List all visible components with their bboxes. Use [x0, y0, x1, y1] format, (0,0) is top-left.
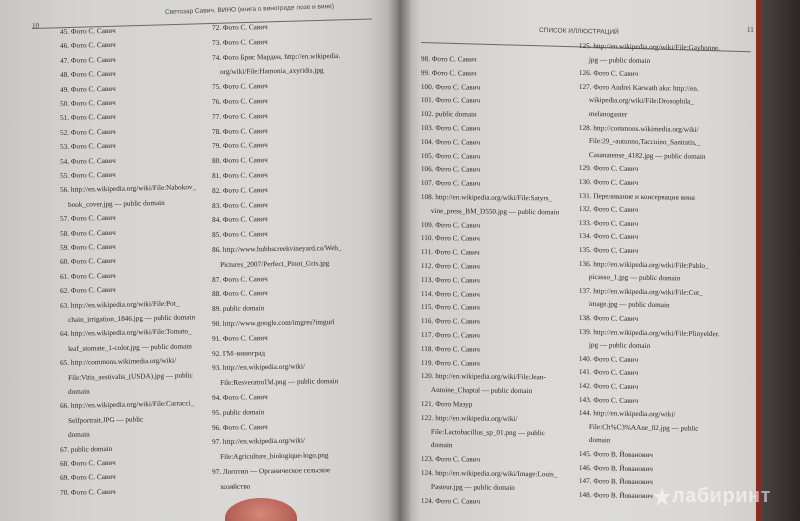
illustration-credit-line: 106. Фото С. Савич	[420, 165, 481, 175]
illustration-credit-line: 90. http://www.google.com/imgres?imgurl	[212, 318, 335, 328]
illustration-credit-line: 61. Фото С. Савич	[60, 271, 116, 281]
illustration-credit-line: 126. Фото С. Савич	[578, 69, 639, 79]
illustration-credit-line: 123. Фото С. Савич	[420, 455, 481, 464]
illustration-credit-line: 114. Фото С. Савич	[420, 289, 480, 299]
illustration-credit-line: 103. Фото С. Савич	[420, 124, 481, 133]
illustration-credit-line: wikipedia.org/wiki/File:Drosophila_	[588, 96, 695, 107]
illustration-credit-line: 117. Фото С. Савич	[420, 331, 480, 340]
page-number-right: 11	[747, 26, 754, 34]
illustration-credit-line: 108. http://en.wikipedia.org/wiki/File:Satyrs_	[420, 193, 553, 203]
illustration-credit-line: 95. public domain	[212, 407, 265, 417]
illustration-credit-line: File:Ch%C3%AAne_02.jpg — public	[588, 422, 699, 433]
illustration-credit-line: 51. Фото С. Савич	[60, 113, 116, 123]
illustration-credit-line: Pasteur.jpg — public domain	[430, 482, 515, 492]
illustration-credit-line: 134. Фото С. Савич	[578, 232, 639, 242]
illustration-credit-line: 55. Фото С. Савич	[60, 170, 116, 180]
illustration-credit-line: 74. Фото Брис Марден, http://en.wikipedia.	[212, 51, 341, 62]
illustration-credit-line: 47. Фото С. Савич	[60, 55, 116, 65]
illustration-credit-line: 129. Фото С. Савич	[578, 164, 639, 174]
illustration-credit-line: 66. http://en.wikipedia.org/wiki/File:Carracci_	[60, 399, 195, 411]
illustration-credit-line: 91. Фото С. Савич	[212, 333, 268, 343]
illustration-credit-line: 80. Фото С. Савич	[212, 156, 268, 166]
illustration-credit-line: domain	[68, 387, 90, 396]
illustration-credit-line: 83. Фото С. Савич	[212, 200, 268, 210]
illustration-credit-line: хозяйство	[220, 482, 251, 491]
illustration-credit-line: 135. Фото С. Савич	[578, 246, 639, 255]
illustration-credit-line: 142. Фото С. Савич	[578, 382, 639, 391]
illustration-credit-line: 56. http://en.wikipedia.org/wiki/File:Nabokov_	[60, 183, 197, 195]
illustration-credit-line: 59. Фото С. Савич	[60, 242, 116, 252]
illustration-credit-line: 100. Фото С. Савич	[420, 82, 481, 92]
illustration-credit-line: vine_press_BM_D550.jpg — public domain	[430, 206, 560, 217]
illustration-credit-line: 72. Фото С. Савич	[212, 23, 268, 32]
illustration-credit-line: 96. Фото С. Савич	[212, 422, 268, 432]
illustration-credit-line: 105. Фото С. Савич	[420, 151, 481, 161]
illustration-credit-line: 124. Фото С. Савич	[420, 496, 481, 506]
illustration-credit-line: 62. Фото С. Савич	[60, 286, 116, 296]
illustration-credit-line: 63. http://en.wikipedia.org/wiki/File:Pot_	[60, 299, 180, 310]
illustration-credit-line: File:Vitis_aestivalis_(USDA).jpg — public	[68, 370, 193, 382]
illustration-credit-line: 99. Фото С. Савич	[420, 68, 477, 78]
illustration-credit-line: Pictures_2007/Perfect_Pinot_Gris.jpg	[220, 259, 330, 269]
illustration-credit-line: 115. Фото С. Савич	[420, 303, 480, 313]
illustration-credit-line: 132. Фото С. Савич	[578, 205, 639, 215]
illustration-credit-line: 54. Фото С. Савич	[60, 156, 116, 166]
illustration-credit-line: 102. public domain	[420, 110, 477, 119]
illustration-credit-line: 101. Фото С. Савич	[420, 96, 481, 106]
illustration-credit-line: 147. Фото В. Йованович	[578, 477, 653, 487]
illustration-credit-line: 58. Фото С. Савич	[60, 228, 116, 238]
illustration-credit-line: 141. Фото С. Савич	[578, 368, 639, 378]
illustration-credit-line: 121. Фото Мазур	[420, 400, 473, 409]
illustration-credit-line: domain	[430, 441, 453, 450]
illustration-credit-line: 119. Фото С. Савич	[420, 358, 480, 368]
illustration-credit-line: 78. Фото С. Савич	[212, 126, 268, 136]
illustration-credit-line: 144. http://en.wikipedia.org/wiki/	[578, 409, 676, 419]
illustration-credit-line: File:29_-autunno,Taccuino_Sanitatis,_	[588, 137, 701, 147]
illustration-credit-line: 122. http://en.wikipedia.org/wiki/	[420, 413, 518, 423]
illustration-credit-line: Casanatense_4182.jpg — public domain	[588, 150, 706, 161]
illustration-credit-line: 143. Фото С. Савич	[578, 395, 639, 405]
right-page	[399, 0, 761, 521]
illustration-credit-line: org/wiki/File:Hamonia_axyridis.jpg	[220, 66, 324, 77]
illustration-credit-line: 64. http://en.wikipedia.org/wiki/File:Tomato_	[60, 327, 192, 339]
illustration-credit-line: 94. Фото С. Савич	[212, 393, 268, 402]
illustration-credit-line: 104. Фото С. Савич	[420, 137, 481, 147]
page-number-left: 10	[32, 22, 39, 30]
illustration-credit-line: 131. Переливание и консервация вина	[578, 191, 695, 202]
illustration-credit-line: 148. Фото В. Йованович	[578, 490, 653, 500]
illustration-credit-line: 109. Фото С. Савич	[420, 220, 481, 230]
table-background	[761, 0, 800, 521]
illustration-credit-line: 84. Фото С. Савич	[212, 215, 268, 225]
illustration-credit-line: 128. http://commons.wikimedia.org/wiki/	[578, 123, 699, 134]
illustration-credit-line: 127. Фото Andrei Karwath aka: http://en.	[578, 82, 699, 93]
illustration-credit-line: File:Resveratrol3d.png — public domain	[220, 377, 339, 388]
illustration-credit-line: image.jpg — public domain	[588, 300, 670, 310]
illustration-credit-line: 98. Фото С. Савич	[420, 55, 477, 64]
illustration-credit-line: 125. http://en.wikipedia.org/wiki/File:Gayhonne.	[578, 42, 720, 53]
illustration-credit-line: 97. http://en.wikipedia.org/wiki/	[212, 436, 306, 447]
illustration-credit-line: 75. Фото С. Савич	[212, 82, 268, 92]
illustration-credit-line: 107. Фото С. Савич	[420, 179, 481, 188]
illustration-credit-line: 145. Фото В. Йованович	[578, 450, 653, 460]
illustration-credit-line: 112. Фото С. Савич	[420, 262, 480, 271]
illustration-credit-line: chain_irrigation_1846.jpg — public domain	[68, 313, 196, 324]
illustration-credit-line: File:Lactobacillus_sp_01.png — public	[430, 427, 545, 437]
book-spine-gutter	[388, 0, 412, 521]
illustration-credit-line: 113. Фото С. Савич	[420, 275, 480, 285]
illustration-credit-line: 48. Фото С. Савич	[60, 70, 116, 80]
illustration-credit-line: 89. public domain	[212, 304, 265, 314]
illustration-credit-line: 93. http://en.wikipedia.org/wiki/	[212, 362, 306, 373]
illustration-credit-line: picasso_1.jpg — public domain	[588, 273, 681, 283]
watermark-text: лабиринт	[672, 485, 771, 507]
illustration-credit-line: leaf_stomate_1-color.jpg — public domain	[68, 342, 192, 353]
illustration-credit-line: 77. Фото С. Савич	[212, 111, 268, 121]
illustration-credit-line: 45. Фото С. Савич	[60, 26, 116, 36]
illustration-credit-line: 50. Фото С. Савич	[60, 98, 116, 108]
illustration-credit-line: 68. Фото С. Савич	[60, 458, 116, 468]
illustration-credit-line: 67. public domain	[60, 444, 113, 454]
illustration-credit-line: 46. Фото С. Савич	[60, 41, 116, 51]
illustration-credit-line: domain	[588, 436, 611, 445]
illustration-credit-line: jpg — public domain	[588, 341, 651, 351]
illustration-credit-line: 124. http://en.wikipedia.org/wiki/Image:Louis_	[420, 469, 558, 479]
illustration-credit-line: 110. Фото С. Савич	[420, 234, 480, 244]
illustration-credit-line: 87. Фото С. Савич	[212, 274, 268, 284]
illustration-credit-line: 70. Фото С. Савич	[60, 487, 116, 497]
illustration-credit-line: 79. Фото С. Савич	[212, 141, 268, 151]
illustration-credit-line: 118. Фото С. Савич	[420, 344, 480, 354]
illustration-credit-line: melanogaster	[588, 110, 628, 119]
illustration-credit-line: 120. http://en.wikipedia.org/wiki/File:Jean-	[420, 372, 546, 382]
illustration-credit-line: 138. Фото С. Савич	[578, 314, 639, 323]
running-head-left: Светозар Савич. ВИНО (книга о винограде лозе и вине)	[164, 3, 335, 16]
illustration-credit-line: 49. Фото С. Савич	[60, 84, 116, 94]
illustration-credit-line: 133. Фото С. Савич	[578, 218, 639, 228]
illustration-credit-line: 136. http://en.wikipedia.org/wiki/File:Pablo_	[578, 259, 709, 270]
illustration-credit-line: 86. http://www.hubbscreekvineyard.ca/Web_	[212, 243, 342, 254]
illustration-credit-line: 82. Фото С. Савич	[212, 185, 268, 195]
labirint-logo-icon	[652, 486, 672, 508]
illustration-credit-line: Antoine_Chaptal — public domain	[430, 386, 533, 396]
running-head-right: СПИСОК ИЛЛЮСТРАЦИЙ	[538, 26, 619, 37]
illustration-credit-line: 130. Фото С. Савич	[578, 178, 639, 187]
illustration-credit-line: 69. Фото С. Савич	[60, 473, 116, 483]
illustration-credit-line: 137. http://en.wikipedia.org/wiki/File:Cut_	[578, 286, 703, 297]
illustration-credit-line: 97. Логотип — Органическое сельское	[212, 466, 331, 476]
illustration-credit-line: 53. Фото С. Савич	[60, 142, 116, 152]
illustration-credit-line: 73. Фото С. Савич	[212, 37, 268, 47]
illustration-credit-line: book_cover.jpg — public domain	[68, 198, 165, 209]
illustration-credit-line: 139. http://en.wikipedia.org/wiki/File:Plinyelder.	[578, 327, 720, 338]
illustration-credit-line: 111. Фото С. Савич	[420, 248, 480, 257]
illustration-credit-line: File:Agriculture_biologique-logo.png	[220, 451, 329, 462]
illustration-credit-line: 52. Фото С. Савич	[60, 127, 116, 137]
illustration-credit-line: 116. Фото С. Савич	[420, 317, 480, 326]
illustration-credit-line: 57. Фото С. Савич	[60, 214, 116, 224]
illustration-credit-line: 60. Фото С. Савич	[60, 257, 116, 267]
illustration-credit-line: domain	[68, 430, 90, 440]
illustration-credit-line: 81. Фото С. Савич	[212, 171, 268, 180]
illustration-credit-line: 146. Фото В. Йованович	[578, 463, 653, 473]
illustration-credit-line: 85. Фото С. Савич	[212, 230, 268, 240]
illustration-credit-line: 88. Фото С. Савич	[212, 289, 268, 299]
illustration-credit-line: 76. Фото С. Савич	[212, 97, 268, 106]
illustration-credit-line: jpg — public domain	[588, 55, 651, 65]
illustration-credit-line: 140. Фото С. Савич	[578, 354, 639, 364]
illustration-credit-line: 92. ГМ–виноград	[212, 348, 266, 358]
illustration-credit-line: Selfportrait.JPG — public	[68, 415, 144, 425]
illustration-credit-line: 65. http://commons.wikimedia.org/wiki/	[60, 356, 177, 368]
